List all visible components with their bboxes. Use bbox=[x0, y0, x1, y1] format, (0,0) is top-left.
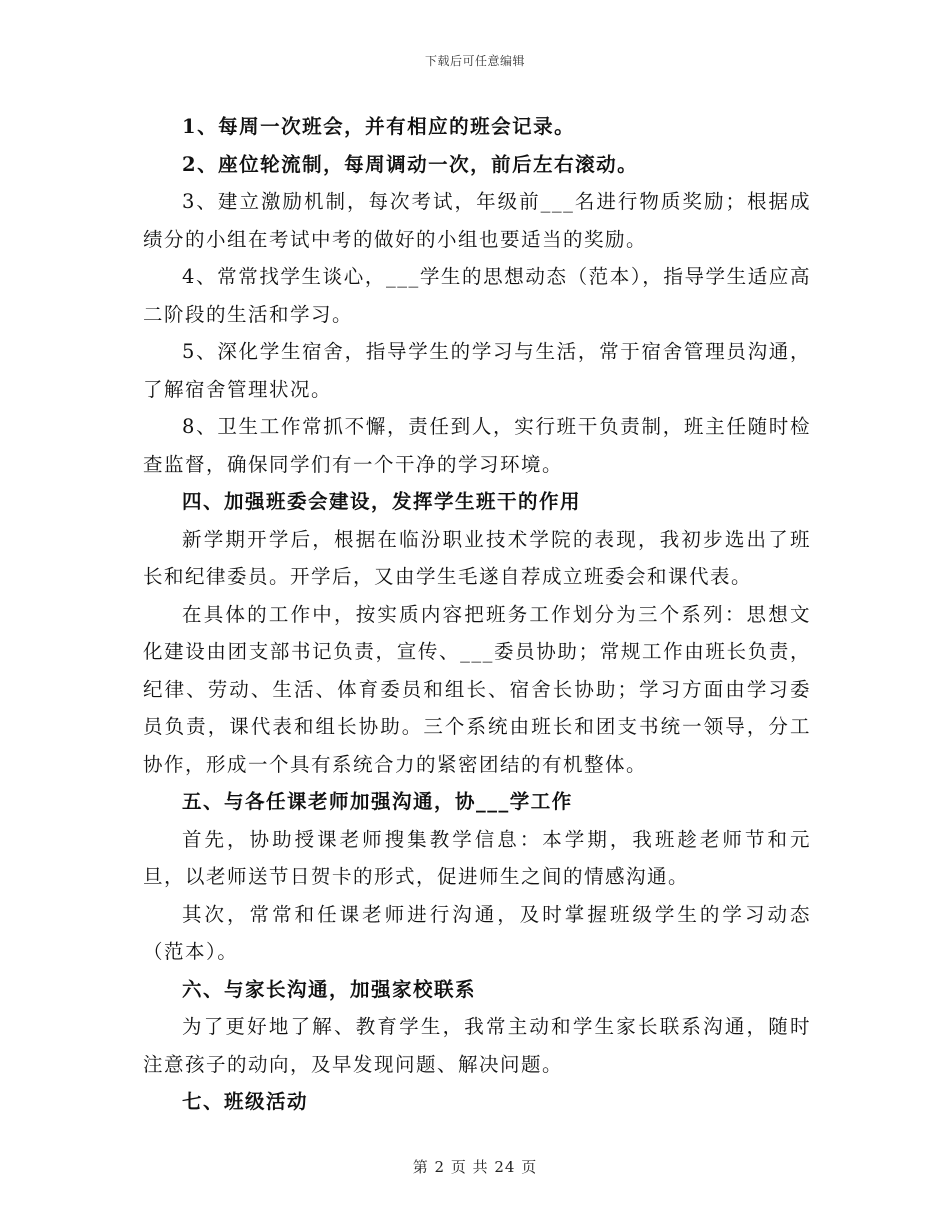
paragraph-8: 8、卫生工作常抓不懈，责任到人，实行班干负责制，班主任随时检查监督，确保同学们有一个干净的学习环境。 bbox=[143, 415, 811, 476]
paragraph-5: 5、深化学生宿舍，指导学生的学习与生活，常于宿舍管理员沟通，了解宿舍管理状况。 bbox=[143, 340, 811, 401]
document-body bbox=[143, 108, 811, 1121]
paragraph-parents: 为了更好地了解、教育学生，我常主动和学生家长联系沟通，随时注意孩子的动向，及早发现问题、解决问题。 bbox=[143, 1015, 811, 1076]
paragraph-4: 4、常常找学生谈心，___学生的思想动态（范本），指导学生适应高二阶段的生活和学习。 bbox=[143, 265, 811, 326]
paragraph-3: 3、建立激励机制，每次考试，年级前___名进行物质奖励；根据成绩分的小组在考试中考的做好的小组也要适当的奖励。 bbox=[143, 190, 811, 251]
paragraph-committee-2: 在具体的工作中，按实质内容把班务工作划分为三个系列：思想文化建设由团支部书记负责，宣传、___委员协助；常规工作由班长负责，纪律、劳动、生活、体育委员和组长、宿舍长协助；学习方面由学习委员负责，课代表和组长协助。三个系统由班长和团支书统一领导，分工协作，形成一个具有系统合力的紧密团结的有机整体。 bbox=[143, 602, 811, 776]
paragraph-teachers-2: 其次，常常和任课老师进行沟通，及时掌握班级学生的学习动态（范本）。 bbox=[143, 902, 811, 963]
paragraph-committee-1: 新学期开学后，根据在临汾职业技术学院的表现，我初步选出了班长和纪律委员。开学后，又由学生毛遂自荐成立班委会和课代表。 bbox=[143, 527, 811, 588]
paragraph-2: 2、座位轮流制，每周调动一次，前后左右滚动。 bbox=[182, 152, 639, 176]
paragraph-1: 1、每周一次班会，并有相应的班会记录。 bbox=[182, 115, 576, 138]
section-heading-5: 五、与各任课老师加强沟通，协___学工作 bbox=[182, 790, 573, 813]
page-header: 下载后可任意编辑 bbox=[424, 54, 525, 68]
section-heading-6: 六、与家长沟通，加强家校联系 bbox=[182, 977, 477, 1001]
page-footer: 第 2 页 共 24 页 bbox=[412, 1158, 538, 1176]
section-heading-4: 四、加强班委会建设，发挥学生班干的作用 bbox=[182, 490, 582, 513]
section-heading-7: 七、班级活动 bbox=[182, 1090, 309, 1113]
paragraph-teachers-1: 首先，协助授课老师搜集教学信息：本学期，我班趁老师节和元旦，以老师送节日贺卡的形式，促进师生之间的情感沟通。 bbox=[143, 827, 811, 888]
